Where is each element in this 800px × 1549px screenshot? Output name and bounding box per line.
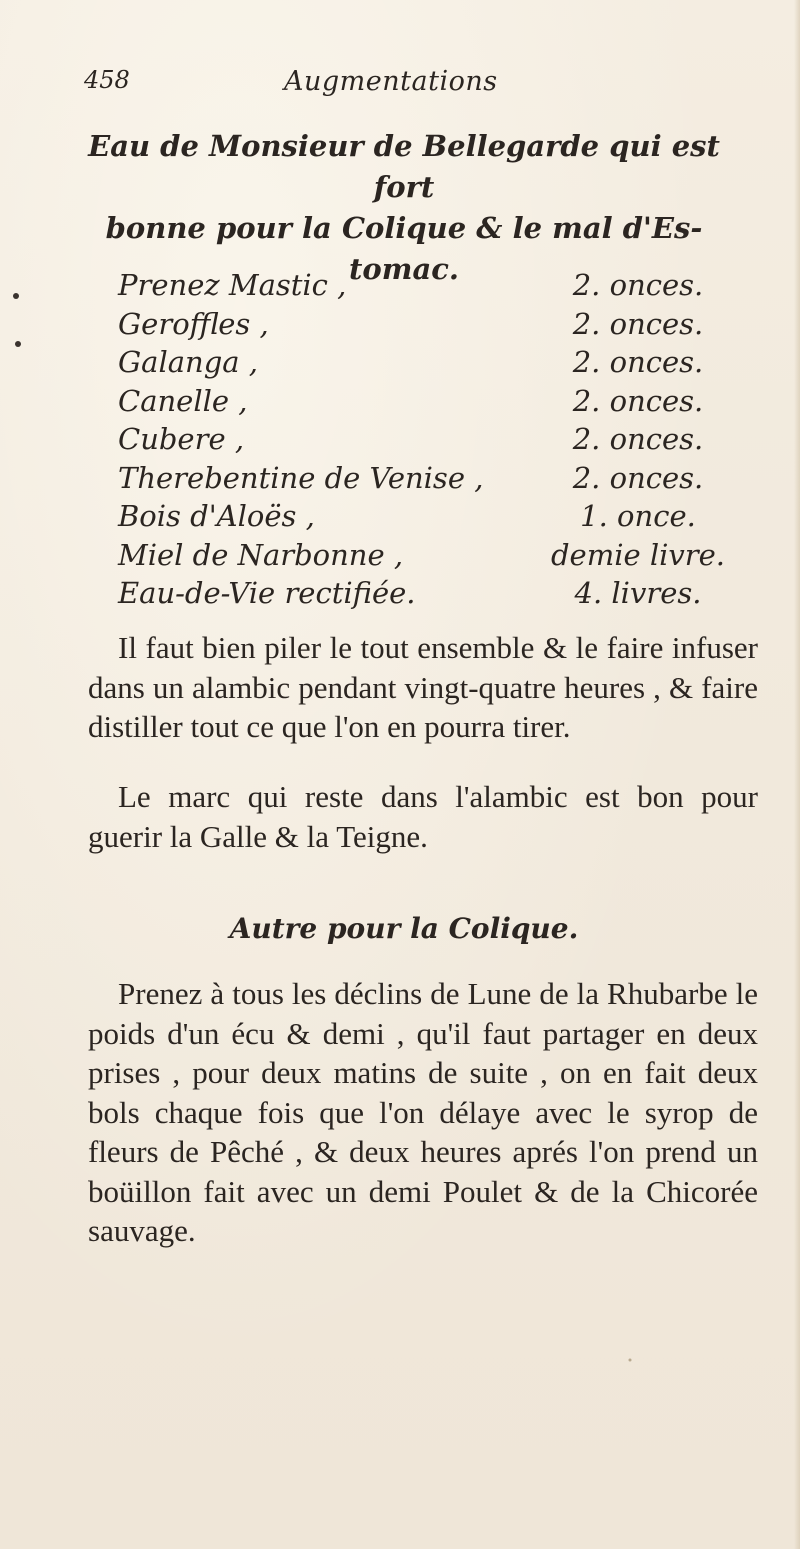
ingredient-quantity: 4. livres.	[574, 576, 702, 610]
ingredient-name: Canelle ,	[118, 383, 248, 418]
ink-speck	[13, 293, 19, 299]
recipe-title-line: Eau de Monsieur de Bellegarde qui est fort	[88, 129, 720, 204]
paragraph-text: Le marc qui reste dans l'alambic est bon pour guerir la Galle & la Teigne.	[88, 779, 758, 854]
ink-speck	[15, 341, 21, 347]
ingredient-name: Therebentine de Venise ,	[118, 460, 484, 495]
ingredient-quantity: 2. onces.	[572, 268, 704, 302]
ingredient-name: Galanga ,	[118, 345, 258, 379]
ingredient-name: Cubere ,	[118, 422, 245, 456]
ingredient-name: Prenez Mastic ,	[118, 268, 347, 302]
page-number: 458	[84, 66, 130, 94]
ingredient-quantity: 2. onces.	[572, 383, 704, 418]
paper-speck	[629, 1359, 632, 1362]
ingredient-quantity: 1. once.	[580, 499, 696, 533]
ingredient-quantity: demie livre.	[550, 537, 726, 572]
ingredient-quantity: 2. onces.	[572, 345, 704, 379]
ingredient-name: Miel de Narbonne ,	[118, 537, 404, 572]
section-title: Autre pour la Colique.	[229, 912, 579, 945]
running-title: Augmentations	[284, 66, 498, 97]
ingredient-quantity: 2. onces.	[572, 460, 704, 495]
ingredient-quantity: 2. onces.	[572, 422, 704, 456]
ingredient-name: Bois d'Aloës ,	[118, 499, 315, 533]
ingredient-name: Geroffles ,	[118, 306, 269, 341]
recipe-title-line: tomac.	[349, 252, 459, 286]
paragraph-text: Il faut bien piler le tout ensemble & le faire infuser dans un alambic pendant vingt-quatre heures , & faire distiller tout ce que l'on en pourra tirer.	[88, 630, 758, 744]
paragraph-text: Prenez à tous les déclins de Lune de la Rhubarbe le poids d'un écu & demi , qu'il faut partager en deux prises , pour deux matins de suite , on en fait deux bols chaque fois que l'on délaye avec le syrop de fleurs de Pêché , & deux heures aprés l'on prend un boüillon fait avec un demi Poulet & de la Chicorée sauvage.	[88, 976, 758, 1248]
recipe-title-line: bonne pour la Colique & le mal d'Es-	[105, 211, 703, 245]
ingredient-name: Eau-de-Vie rectifiée.	[118, 576, 416, 610]
ingredient-quantity: 2. onces.	[572, 306, 704, 341]
